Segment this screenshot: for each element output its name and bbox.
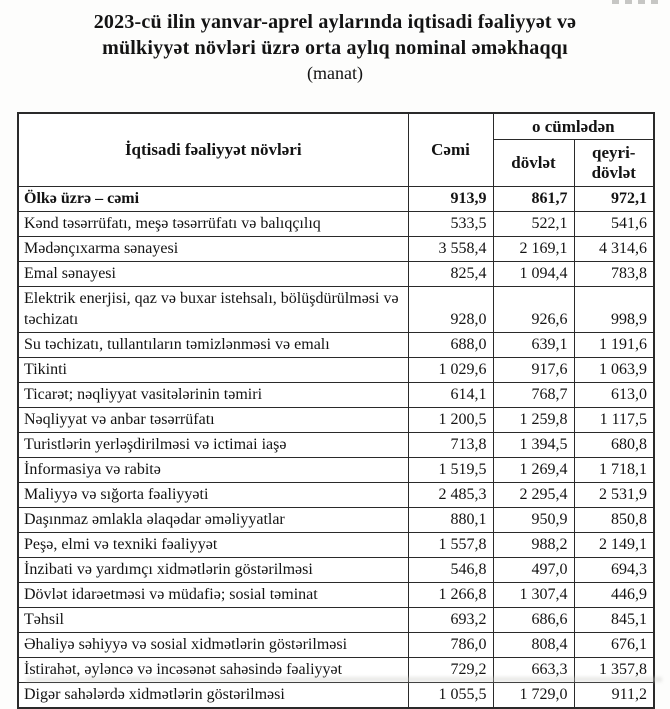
- total-value: 1 557,8: [408, 533, 493, 558]
- total-value: 880,1: [408, 508, 493, 533]
- page-title: [0, 0, 670, 86]
- state-value: 988,2: [493, 533, 574, 558]
- activity-label: Tikinti: [18, 358, 408, 383]
- state-value: 1 307,4: [493, 583, 574, 608]
- title-line-2: mülkiyyət növləri üzrə orta aylıq nominal əməkhaqqı: [102, 37, 568, 59]
- state-value: 768,7: [493, 383, 574, 408]
- non-state-value: 1 191,6: [574, 333, 654, 358]
- table-row: [18, 358, 654, 383]
- activity-label: Emal sənayesi: [18, 262, 408, 287]
- table-row: [18, 633, 654, 658]
- activity-label: Əhaliyə səhiyyə və sosial xidmətlərin göstərilməsi: [18, 633, 408, 658]
- table-body: [18, 187, 654, 709]
- non-state-value: 446,9: [574, 583, 654, 608]
- table-row: [18, 508, 654, 533]
- activity-label: Kənd təsərrüfatı, meşə təsərrüfatı və balıqçılıq: [18, 212, 408, 237]
- total-value: 533,5: [408, 212, 493, 237]
- table-row: [18, 683, 654, 709]
- activity-label: Maliyyə və sığorta fəaliyyəti: [18, 483, 408, 508]
- non-state-value: 783,8: [574, 262, 654, 287]
- header-total: Cəmi: [408, 113, 493, 187]
- total-value: 825,4: [408, 262, 493, 287]
- non-state-value: 2 149,1: [574, 533, 654, 558]
- activity-label: Ölkə üzrə – cəmi: [18, 187, 408, 212]
- activity-label: İnformasiya və rabitə: [18, 458, 408, 483]
- state-value: 861,7: [493, 187, 574, 212]
- scan-artifact-top: [612, 0, 658, 4]
- activity-label: Daşınmaz əmlakla əlaqədar əməliyyatlar: [18, 508, 408, 533]
- table-row: [18, 433, 654, 458]
- state-value: 2 169,1: [493, 237, 574, 262]
- state-value: 1 394,5: [493, 433, 574, 458]
- total-value: 2 485,3: [408, 483, 493, 508]
- total-value: 693,2: [408, 608, 493, 633]
- non-state-value: 676,1: [574, 633, 654, 658]
- state-value: 1 094,4: [493, 262, 574, 287]
- state-value: 663,3: [493, 658, 574, 683]
- non-state-value: 541,6: [574, 212, 654, 237]
- table-row: [18, 558, 654, 583]
- total-value: 3 558,4: [408, 237, 493, 262]
- table-row: [18, 608, 654, 633]
- table-row: [18, 583, 654, 608]
- table-row: [18, 333, 654, 358]
- activity-label: Dövlət idarəetməsi və müdafiə; sosial təminat: [18, 583, 408, 608]
- title-line-1: 2023-cü ilin yanvar-aprel aylarında iqtisadi fəaliyyət və: [93, 11, 577, 33]
- total-value: 1 266,8: [408, 583, 493, 608]
- state-value: 950,9: [493, 508, 574, 533]
- state-value: 497,0: [493, 558, 574, 583]
- total-value: 1 200,5: [408, 408, 493, 433]
- activity-label: Təhsil: [18, 608, 408, 633]
- activity-label: Ticarət; nəqliyyat vasitələrinin təmiri: [18, 383, 408, 408]
- non-state-value: 1 357,8: [574, 658, 654, 683]
- state-value: 639,1: [493, 333, 574, 358]
- table-row: [18, 187, 654, 212]
- table-row: [18, 408, 654, 433]
- total-value: 913,9: [408, 187, 493, 212]
- state-value: 686,6: [493, 608, 574, 633]
- activity-label: Nəqliyyat və anbar təsərrüfatı: [18, 408, 408, 433]
- table-row: [18, 287, 654, 333]
- state-value: 917,6: [493, 358, 574, 383]
- state-value: 1 259,8: [493, 408, 574, 433]
- activity-label: İnzibati və yardımçı xidmətlərin göstərilməsi: [18, 558, 408, 583]
- wages-table: [17, 112, 655, 709]
- non-state-value: 850,8: [574, 508, 654, 533]
- state-value: 1 269,4: [493, 458, 574, 483]
- total-value: 786,0: [408, 633, 493, 658]
- table-header: [18, 113, 654, 187]
- header-non-state: qeyri-dövlət: [574, 140, 654, 187]
- activity-label: Su təchizatı, tullantıların təmizlənməsi və emalı: [18, 333, 408, 358]
- non-state-value: 2 531,9: [574, 483, 654, 508]
- total-value: 546,8: [408, 558, 493, 583]
- non-state-value: 694,3: [574, 558, 654, 583]
- non-state-value: 1 718,1: [574, 458, 654, 483]
- non-state-value: 4 314,6: [574, 237, 654, 262]
- table-row: [18, 262, 654, 287]
- table-row: [18, 483, 654, 508]
- scan-artifact-bottom: [26, 677, 662, 682]
- table-row: [18, 458, 654, 483]
- header-activity: İqtisadi fəaliyyət növləri: [18, 113, 408, 187]
- activity-label: Digər sahələrdə xidmətlərin göstərilməsi: [18, 683, 408, 709]
- state-value: 2 295,4: [493, 483, 574, 508]
- header-state: dövlət: [493, 140, 574, 187]
- table-row: [18, 237, 654, 262]
- non-state-value: 972,1: [574, 187, 654, 212]
- total-value: 1 519,5: [408, 458, 493, 483]
- table-row: [18, 212, 654, 237]
- non-state-value: 613,0: [574, 383, 654, 408]
- activity-label: İstirahət, əyləncə və incəsənət sahəsində fəaliyyət: [18, 658, 408, 683]
- activity-label: Elektrik enerjisi, qaz və buxar istehsalı, bölüşdürülməsi və təchizatı: [18, 287, 408, 333]
- non-state-value: 1 117,5: [574, 408, 654, 433]
- non-state-value: 911,2: [574, 683, 654, 709]
- table-row: [18, 533, 654, 558]
- state-value: 926,6: [493, 287, 574, 333]
- activity-label: Mədənçıxarma sənayesi: [18, 237, 408, 262]
- activity-label: Peşə, elmi və texniki fəaliyyət: [18, 533, 408, 558]
- activity-label: Turistlərin yerləşdirilməsi və ictimai iaşə: [18, 433, 408, 458]
- total-value: 713,8: [408, 433, 493, 458]
- non-state-value: 845,1: [574, 608, 654, 633]
- non-state-value: 1 063,9: [574, 358, 654, 383]
- table-row: [18, 383, 654, 408]
- title-unit: (manat): [307, 63, 363, 83]
- total-value: 614,1: [408, 383, 493, 408]
- header-including: o cümlədən: [493, 113, 654, 140]
- total-value: 688,0: [408, 333, 493, 358]
- total-value: 1 029,6: [408, 358, 493, 383]
- state-value: 522,1: [493, 212, 574, 237]
- state-value: 808,4: [493, 633, 574, 658]
- non-state-value: 998,9: [574, 287, 654, 333]
- non-state-value: 680,8: [574, 433, 654, 458]
- state-value: 1 729,0: [493, 683, 574, 709]
- total-value: 928,0: [408, 287, 493, 333]
- total-value: 729,2: [408, 658, 493, 683]
- total-value: 1 055,5: [408, 683, 493, 709]
